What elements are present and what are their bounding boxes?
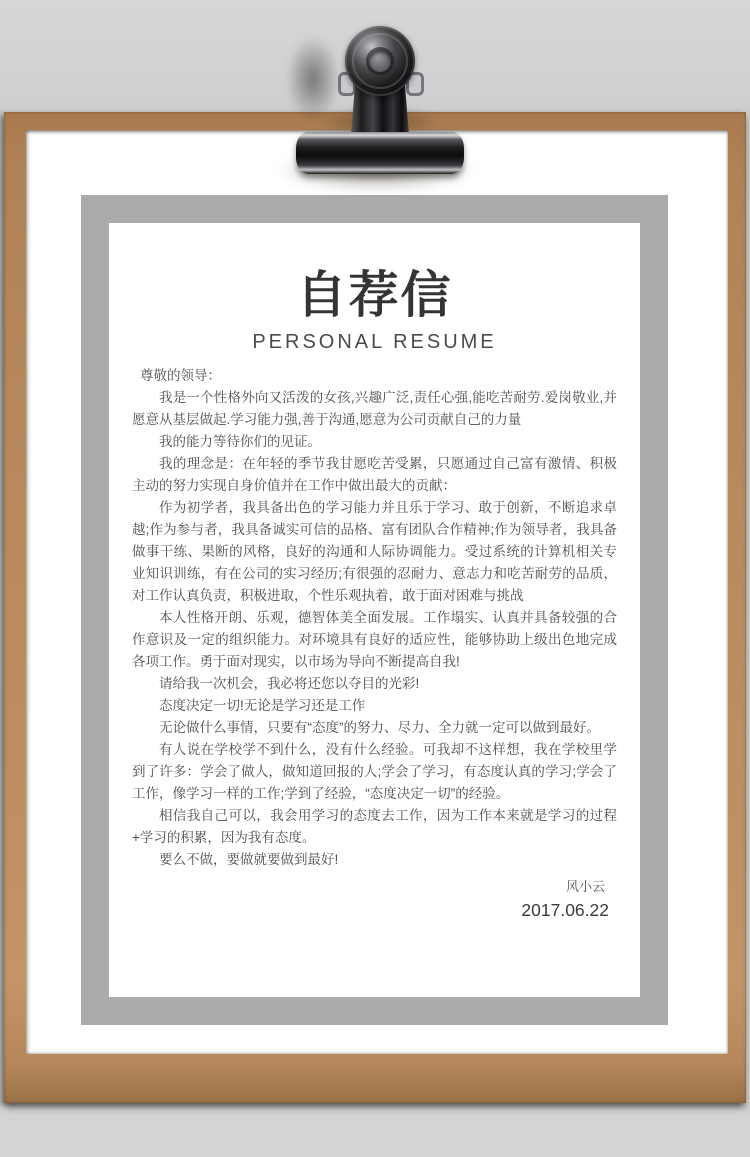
clip-wall-shadow (286, 36, 340, 122)
letter-paragraph: 请给我一次机会，我必将还您以夺目的光彩! (159, 675, 420, 691)
signature-date: 2017.06.22 (521, 899, 609, 920)
clipboard-board (4, 112, 746, 1103)
letter-paragraph: 本人性格开朗、乐观，德智体美全面发展。工作塌实、认真并具备较强的合作意识及一定的组织能力。对环境具有良好的适应性，能够协助上级出色地完成各项工作。勇于面对现实，以市场为导向不断提高自我! (132, 609, 617, 669)
document-subtitle: PERSONAL RESUME (252, 330, 497, 353)
document-title: 自荐信 (296, 267, 453, 323)
letter-paragraph: 要么不做，要做就要做到最好! (159, 851, 339, 867)
signature-name: 风小云 (565, 878, 605, 894)
clip-lever-left-icon (338, 72, 356, 96)
letter-body (132, 387, 617, 871)
letter-paragraph: 我的能力等待你们的见证。 (159, 433, 321, 449)
letter-paragraph: 我的理念是：在年轻的季节我甘愿吃苦受累，只愿通过自己富有激情、积极主动的努力实现自身价值并在工作中做出最大的贡献： (132, 455, 617, 493)
letter-paragraph: 有人说在学校学不到什么，没有什么经验。可我却不这样想，我在学校里学到了许多：学会了做人，做知道回报的人;学会了学习，有态度认真的学习;学会了工作，像学习一样的工作;学到了经验，“态度决定一切”的经验。 (132, 741, 617, 801)
clip-knob-icon (345, 26, 415, 96)
letter-paragraph: 无论做什么事情，只要有“态度”的努力、尽力、全力就一定可以做到最好。 (159, 719, 600, 735)
salutation: 尊敬的领导： (140, 367, 221, 383)
clip-lever-right-icon (406, 72, 424, 96)
decorative-border (81, 195, 668, 1025)
letter-content (109, 223, 640, 997)
letter-paragraph: 作为初学者，我具备出色的学习能力并且乐于学习、敢于创新，不断追求卓越;作为参与者，我具备诚实可信的品格、富有团队合作精神;作为领导者，我具备做事干练、果断的风格，良好的沟通和人际协调能力。受过系统的计算机相关专业知识训练，有在公司的实习经历;有很强的忍耐力、意志力和吃苦耐劳的品质，对工作认真负责，积极进取，个性乐观执着，敢于面对困难与挑战 (132, 499, 617, 603)
resume-paper (26, 130, 728, 1054)
letter-paragraph: 相信我自己可以，我会用学习的态度去工作，因为工作本来就是学习的过程+学习的积累，因为我有态度。 (132, 807, 617, 845)
letter-paragraph: 我是一个性格外向又活泼的女孩,兴趣广泛,责任心强,能吃苦耐劳.爱岗敬业,并愿意从基层做起.学习能力强,善于沟通,愿意为公司贡献自己的力量 (132, 389, 617, 427)
letter-paragraph: 态度决定一切!无论是学习还是工作 (159, 697, 366, 713)
